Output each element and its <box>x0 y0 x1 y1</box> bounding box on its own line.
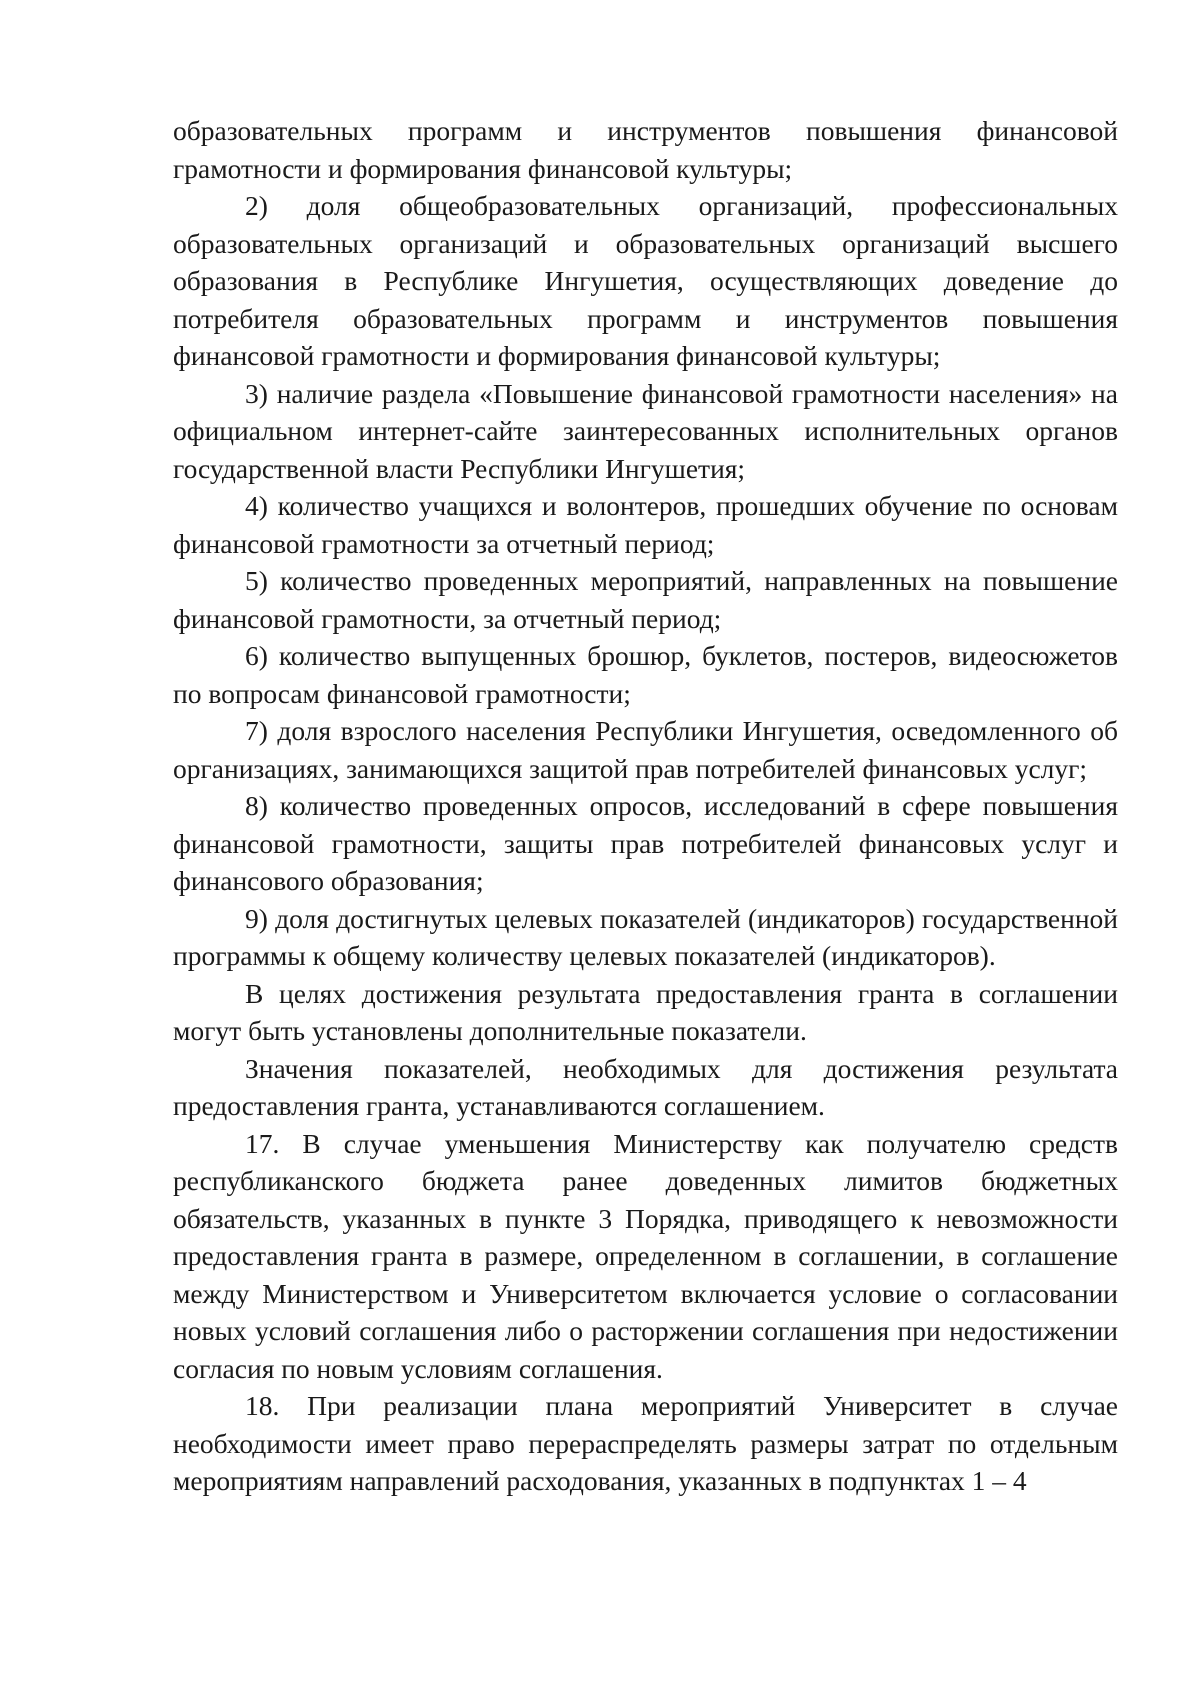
paragraph-item-8: 8) количество проведенных опросов, исследований в сфере повышения финансовой грамотности, защиты прав потребителей финансовых услуг и финансового образования; <box>173 790 1118 896</box>
paragraph-continuation: образовательных программ и инструментов повышения финансовой грамотности и формирования финансовой культуры; <box>173 115 1118 184</box>
paragraph-item-4: 4) количество учащихся и волонтеров, прошедших обучение по основам финансовой грамотности за отчетный период; <box>173 490 1118 559</box>
paragraph-clause-18: 18. При реализации плана мероприятий Университет в случае необходимости имеет право перераспределять размеры затрат по отдельным мероприятиям направлений расходования, указанных в подпунктах 1 – 4 <box>173 1390 1118 1496</box>
paragraph-item-2: 2) доля общеобразовательных организаций, профессиональных образовательных организаций и образовательных организаций высшего образования в Республике Ингушетия, осуществляющих доведение до потребителя образовательных программ и инструментов повышения финансовой грамотности и формирования финансовой культуры; <box>173 190 1118 371</box>
paragraph-clause-17: 17. В случае уменьшения Министерству как получателю средств республиканского бюджета ранее доведенных лимитов бюджетных обязательств, указанных в пункте 3 Порядка, приводящего к невозможности предоставления гранта в размере, определенном в соглашении, в соглашение между Министерством и Университетом включается условие о согласовании новых условий соглашения либо о расторжении соглашения при недостижении согласия по новым условиям соглашения. <box>173 1127 1118 1384</box>
paragraph-item-5: 5) количество проведенных мероприятий, направленных на повышение финансовой грамотности, за отчетный период; <box>173 565 1118 634</box>
paragraph-item-3: 3) наличие раздела «Повышение финансовой грамотности населения» на официальном интернет-сайте заинтересованных исполнительных органов государственной власти Республики Ингушетия; <box>173 377 1118 484</box>
paragraph-item-9: 9) доля достигнутых целевых показателей (индикаторов) государственной программы к общему количеству целевых показателей (индикаторов). <box>173 902 1118 971</box>
document-page <box>173 112 1118 1500</box>
paragraph-item-6: 6) количество выпущенных брошюр, буклетов, постеров, видеосюжетов по вопросам финансовой грамотности; <box>173 640 1118 709</box>
paragraph-indicator-values: Значения показателей, необходимых для достижения результата предоставления гранта, устанавливаются соглашением. <box>173 1052 1118 1121</box>
paragraph-additional-indicators: В целях достижения результата предоставления гранта в соглашении могут быть установлены дополнительные показатели. <box>173 977 1118 1046</box>
paragraph-item-7: 7) доля взрослого населения Республики Ингушетия, осведомленного об организациях, занимающихся защитой прав потребителей финансовых услуг; <box>173 715 1118 784</box>
